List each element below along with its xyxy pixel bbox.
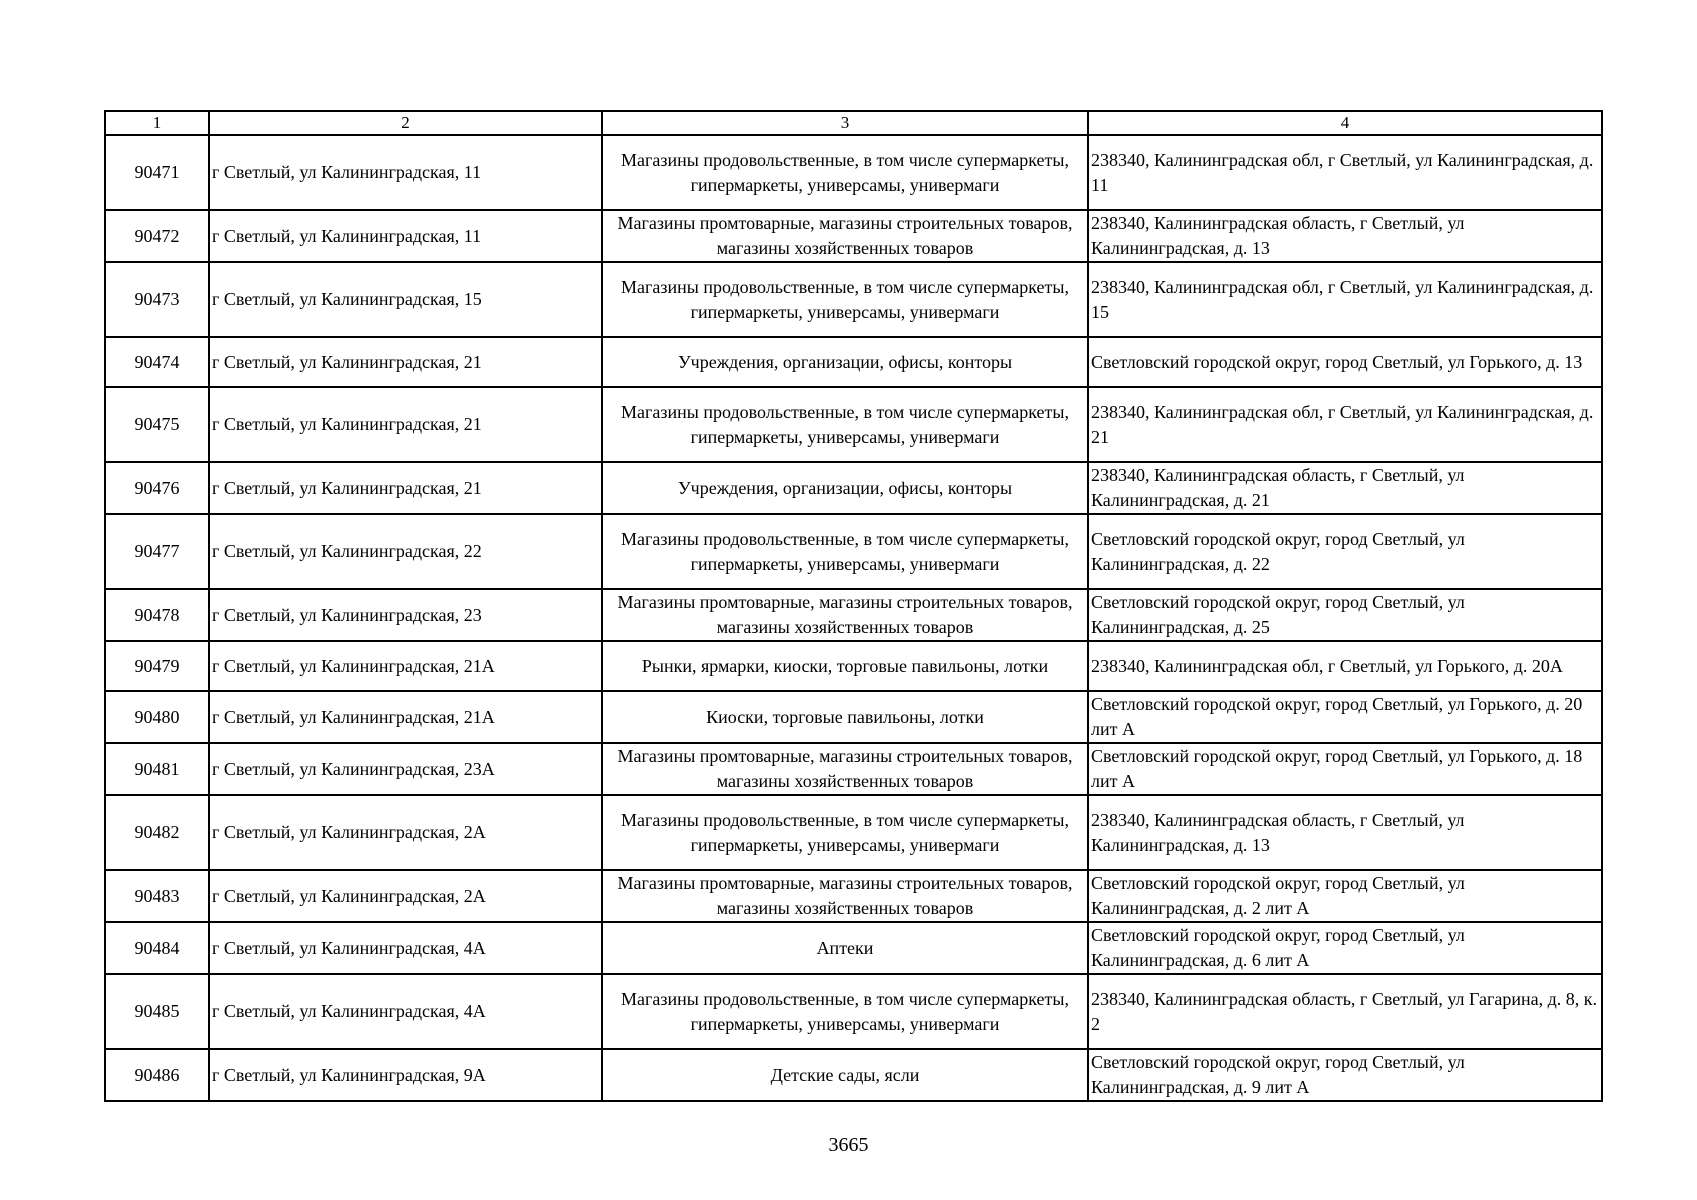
row-location-cell: 238340, Калининградская область, г Светлый, ул Калининградская, д. 21 <box>1088 462 1602 514</box>
row-id-cell: 90480 <box>105 691 209 743</box>
row-address-cell: г Светлый, ул Калининградская, 23А <box>209 743 602 795</box>
row-type-cell: Детские сады, ясли <box>602 1049 1088 1101</box>
row-type-cell: Магазины продовольственные, в том числе супермаркеты, гипермаркеты, универсамы, универмаги <box>602 262 1088 337</box>
table-row <box>105 974 1602 1049</box>
row-type-cell: Магазины продовольственные, в том числе супермаркеты, гипермаркеты, универсамы, универмаги <box>602 514 1088 589</box>
row-id-cell: 90481 <box>105 743 209 795</box>
table-row <box>105 641 1602 691</box>
row-id-cell: 90486 <box>105 1049 209 1101</box>
column-number-row <box>105 111 1602 135</box>
row-id-cell: 90485 <box>105 974 209 1049</box>
column-header-1: 1 <box>105 111 209 135</box>
table-row <box>105 743 1602 795</box>
registry-table <box>104 110 1603 1102</box>
row-type-cell: Магазины промтоварные, магазины строительных товаров, магазины хозяйственных товаров <box>602 870 1088 922</box>
table-row <box>105 135 1602 210</box>
row-location-cell: Светловский городской округ, город Светлый, ул Горького, д. 20 лит А <box>1088 691 1602 743</box>
column-header-2: 2 <box>209 111 602 135</box>
row-id-cell: 90471 <box>105 135 209 210</box>
row-type-cell: Магазины продовольственные, в том числе супермаркеты, гипермаркеты, универсамы, универмаги <box>602 795 1088 870</box>
row-id-cell: 90479 <box>105 641 209 691</box>
row-location-cell: 238340, Калининградская обл, г Светлый, ул Горького, д. 20А <box>1088 641 1602 691</box>
row-location-cell: Светловский городской округ, город Светлый, ул Калининградская, д. 25 <box>1088 589 1602 641</box>
row-type-cell: Магазины продовольственные, в том числе супермаркеты, гипермаркеты, универсамы, универмаги <box>602 974 1088 1049</box>
table-row <box>105 691 1602 743</box>
row-id-cell: 90476 <box>105 462 209 514</box>
table-row <box>105 210 1602 262</box>
table-row <box>105 870 1602 922</box>
document-sheet <box>104 110 1601 1102</box>
row-location-cell: 238340, Калининградская область, г Светлый, ул Калининградская, д. 13 <box>1088 795 1602 870</box>
row-location-cell: 238340, Калининградская обл, г Светлый, ул Калининградская, д. 21 <box>1088 387 1602 462</box>
row-type-cell: Киоски, торговые павильоны, лотки <box>602 691 1088 743</box>
table-row <box>105 462 1602 514</box>
row-location-cell: Светловский городской округ, город Светлый, ул Калининградская, д. 22 <box>1088 514 1602 589</box>
row-address-cell: г Светлый, ул Калининградская, 21 <box>209 387 602 462</box>
row-type-cell: Магазины продовольственные, в том числе супермаркеты, гипермаркеты, универсамы, универмаги <box>602 387 1088 462</box>
row-address-cell: г Светлый, ул Калининградская, 21А <box>209 641 602 691</box>
table-row <box>105 589 1602 641</box>
row-id-cell: 90475 <box>105 387 209 462</box>
row-address-cell: г Светлый, ул Калининградская, 4А <box>209 974 602 1049</box>
row-type-cell: Магазины промтоварные, магазины строительных товаров, магазины хозяйственных товаров <box>602 743 1088 795</box>
row-address-cell: г Светлый, ул Калининградская, 22 <box>209 514 602 589</box>
row-location-cell: Светловский городской округ, город Светлый, ул Горького, д. 13 <box>1088 337 1602 387</box>
row-location-cell: Светловский городской округ, город Светлый, ул Калининградская, д. 6 лит А <box>1088 922 1602 974</box>
row-id-cell: 90474 <box>105 337 209 387</box>
row-type-cell: Учреждения, организации, офисы, конторы <box>602 462 1088 514</box>
row-location-cell: 238340, Калининградская обл, г Светлый, ул Калининградская, д. 15 <box>1088 262 1602 337</box>
row-type-cell: Учреждения, организации, офисы, конторы <box>602 337 1088 387</box>
row-address-cell: г Светлый, ул Калининградская, 21А <box>209 691 602 743</box>
row-address-cell: г Светлый, ул Калининградская, 21 <box>209 462 602 514</box>
row-location-cell: 238340, Калининградская область, г Светлый, ул Калининградская, д. 13 <box>1088 210 1602 262</box>
row-address-cell: г Светлый, ул Калининградская, 11 <box>209 135 602 210</box>
row-address-cell: г Светлый, ул Калининградская, 4А <box>209 922 602 974</box>
column-header-4: 4 <box>1088 111 1602 135</box>
row-location-cell: Светловский городской округ, город Светлый, ул Калининградская, д. 9 лит А <box>1088 1049 1602 1101</box>
row-id-cell: 90483 <box>105 870 209 922</box>
row-address-cell: г Светлый, ул Калининградская, 23 <box>209 589 602 641</box>
row-id-cell: 90472 <box>105 210 209 262</box>
table-row <box>105 1049 1602 1101</box>
row-type-cell: Рынки, ярмарки, киоски, торговые павильоны, лотки <box>602 641 1088 691</box>
row-location-cell: Светловский городской округ, город Светлый, ул Калининградская, д. 2 лит А <box>1088 870 1602 922</box>
table-row <box>105 262 1602 337</box>
row-type-cell: Магазины промтоварные, магазины строительных товаров, магазины хозяйственных товаров <box>602 589 1088 641</box>
row-location-cell: Светловский городской округ, город Светлый, ул Горького, д. 18 лит А <box>1088 743 1602 795</box>
table-row <box>105 514 1602 589</box>
column-header-3: 3 <box>602 111 1088 135</box>
row-address-cell: г Светлый, ул Калининградская, 11 <box>209 210 602 262</box>
row-id-cell: 90482 <box>105 795 209 870</box>
table-row <box>105 795 1602 870</box>
row-address-cell: г Светлый, ул Калининградская, 9А <box>209 1049 602 1101</box>
row-id-cell: 90478 <box>105 589 209 641</box>
table-row <box>105 387 1602 462</box>
row-address-cell: г Светлый, ул Калининградская, 2А <box>209 795 602 870</box>
row-type-cell: Аптеки <box>602 922 1088 974</box>
row-type-cell: Магазины промтоварные, магазины строительных товаров, магазины хозяйственных товаров <box>602 210 1088 262</box>
row-location-cell: 238340, Калининградская область, г Светлый, ул Гагарина, д. 8, к. 2 <box>1088 974 1602 1049</box>
row-location-cell: 238340, Калининградская обл, г Светлый, ул Калининградская, д. 11 <box>1088 135 1602 210</box>
row-address-cell: г Светлый, ул Калининградская, 2А <box>209 870 602 922</box>
row-id-cell: 90477 <box>105 514 209 589</box>
row-address-cell: г Светлый, ул Калининградская, 21 <box>209 337 602 387</box>
row-id-cell: 90484 <box>105 922 209 974</box>
row-type-cell: Магазины продовольственные, в том числе супермаркеты, гипермаркеты, универсамы, универмаги <box>602 135 1088 210</box>
row-address-cell: г Светлый, ул Калининградская, 15 <box>209 262 602 337</box>
page-number: 3665 <box>828 1134 869 1156</box>
row-id-cell: 90473 <box>105 262 209 337</box>
table-row <box>105 922 1602 974</box>
table-row <box>105 337 1602 387</box>
